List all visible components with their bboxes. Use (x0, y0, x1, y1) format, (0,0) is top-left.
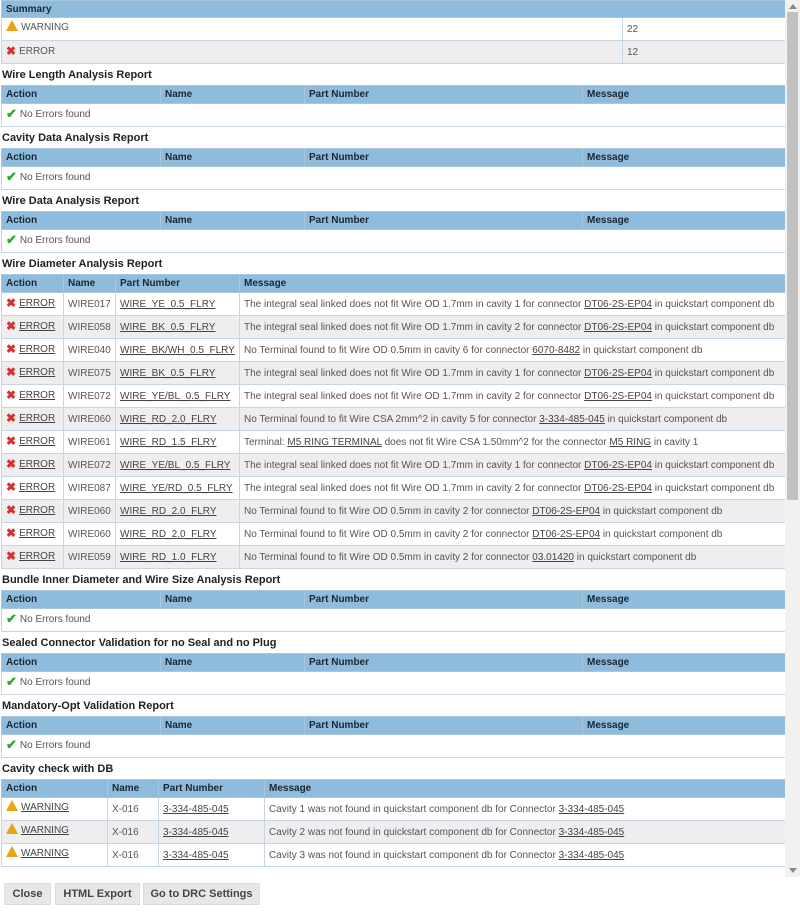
section-title-bundle: Bundle Inner Diameter and Wire Size Analysis Report (2, 574, 281, 586)
mandatory-table: Action Name Part Number Message ✔ No Errors found (1, 716, 785, 758)
col-action[interactable]: Action (2, 275, 64, 293)
message-text: in quickstart component db (580, 344, 703, 356)
wire-name: WIRE061 (68, 436, 111, 448)
connector-name: X-016 (112, 849, 139, 861)
message-text: in quickstart component db (651, 390, 775, 402)
col-name[interactable]: Name (161, 591, 305, 609)
message-text: Terminal: (244, 436, 288, 448)
error-link[interactable]: ERROR (19, 435, 56, 447)
connector-name: X-016 (112, 826, 139, 838)
error-icon: ✖ (6, 480, 17, 495)
connector-link[interactable]: 6070-8482 (532, 344, 581, 356)
error-link[interactable]: ERROR (19, 366, 56, 378)
summary-title: Summary (2, 1, 786, 18)
col-message[interactable]: Message (265, 780, 786, 798)
connector-link[interactable]: DT06-2S-EP04 (584, 482, 652, 494)
col-message[interactable]: Message (240, 275, 786, 293)
table-row (2, 408, 786, 431)
col-name[interactable]: Name (161, 717, 305, 735)
message-text: The integral seal linked does not fit Wire OD 1.7mm in cavity 1 for connector (244, 367, 585, 379)
message-text: in quickstart component db (651, 298, 775, 310)
section-title-sealed: Sealed Connector Validation for no Seal and no Plug (2, 637, 277, 649)
wire-name: WIRE060 (68, 413, 111, 425)
error-icon: ✖ (6, 342, 17, 357)
error-icon: ✖ (6, 503, 17, 518)
col-action[interactable]: Action (2, 86, 161, 104)
error-link[interactable]: ERROR (19, 481, 56, 493)
connector-link[interactable]: DT06-2S-EP04 (584, 321, 652, 333)
connector-link[interactable]: DT06-2S-EP04 (584, 367, 652, 379)
part-number-link[interactable]: WIRE_BK_0.5_FLRY (120, 321, 216, 333)
wire-name: WIRE040 (68, 344, 111, 356)
part-number-link[interactable]: WIRE_YE/RD_0.5_FLRY (120, 482, 233, 494)
part-number-link[interactable]: 3-334-485-045 (163, 826, 229, 838)
part-number-link[interactable]: WIRE_RD_2.0_FLRY (120, 413, 217, 425)
message-text: in quickstart component db (600, 528, 723, 540)
html-export-button[interactable]: HTML Export (55, 883, 140, 905)
col-part-number[interactable]: Part Number (305, 654, 583, 672)
message-text: in quickstart component db (651, 482, 775, 494)
table-row (2, 477, 786, 500)
table-row (2, 523, 786, 546)
col-name[interactable]: Name (161, 149, 305, 167)
col-action[interactable]: Action (2, 591, 161, 609)
col-action[interactable]: Action (2, 654, 161, 672)
error-icon: ✖ (6, 434, 17, 449)
col-name[interactable]: Name (64, 275, 116, 293)
warning-link[interactable]: WARNING (21, 825, 69, 836)
col-part-number[interactable]: Part Number (305, 86, 583, 104)
table-row (2, 385, 786, 408)
message-text: in quickstart component db (651, 321, 775, 333)
bundle-table: Action Name Part Number Message ✔ No Errors found (1, 590, 785, 632)
section-title-cavity-data: Cavity Data Analysis Report (2, 132, 149, 144)
col-part-number[interactable]: Part Number (116, 275, 240, 293)
connector-link[interactable]: DT06-2S-EP04 (584, 459, 652, 471)
message-text: The integral seal linked does not fit Wire OD 1.7mm in cavity 1 for connector (244, 459, 585, 471)
warning-icon (6, 823, 18, 834)
error-link[interactable]: ERROR (19, 550, 56, 562)
message-text: Cavity 1 was not found in quickstart component db for Connector (269, 803, 559, 815)
error-link[interactable]: ERROR (19, 343, 56, 355)
section-title-mandatory: Mandatory-Opt Validation Report (2, 700, 174, 712)
error-link[interactable]: ERROR (19, 320, 56, 332)
error-icon: ✖ (6, 388, 17, 403)
table-row (2, 293, 786, 316)
table-row (2, 546, 786, 569)
table-row (2, 431, 786, 454)
message-text: No Terminal found to fit Wire OD 0.5mm in cavity 6 for connector (244, 344, 533, 356)
error-link[interactable]: ERROR (19, 504, 56, 516)
part-number-link[interactable]: WIRE_YE_0.5_FLRY (120, 298, 216, 310)
section-title-cavity-db: Cavity check with DB (2, 763, 114, 775)
section-title-wire-data: Wire Data Analysis Report (2, 195, 140, 207)
message-text: Cavity 2 was not found in quickstart component db for Connector (269, 826, 559, 838)
message-text: The integral seal linked does not fit Wire OD 1.7mm in cavity 2 for connector (244, 390, 585, 402)
sealed-table: Action Name Part Number Message ✔ No Errors found (1, 653, 785, 695)
message-text: The integral seal linked does not fit Wire OD 1.7mm in cavity 1 for connector (244, 298, 585, 310)
scroll-down-arrow-icon[interactable] (789, 868, 797, 873)
connector-link[interactable]: DT06-2S-EP04 (532, 505, 601, 517)
connector-name: X-016 (112, 803, 139, 815)
col-message[interactable]: Message (583, 86, 786, 104)
drc-settings-button[interactable]: Go to DRC Settings (143, 883, 260, 905)
wire-name: WIRE060 (68, 528, 111, 540)
error-count: 12 (623, 41, 786, 64)
col-part-number[interactable]: Part Number (305, 717, 583, 735)
table-row (2, 821, 786, 844)
col-name[interactable]: Name (161, 654, 305, 672)
error-link[interactable]: ERROR (19, 412, 56, 424)
table-row (2, 500, 786, 523)
error-link[interactable]: ERROR (19, 527, 56, 539)
connector-link[interactable]: DT06-2S-EP04 (584, 390, 652, 402)
table-row (2, 316, 786, 339)
cavity-data-table: Action Name Part Number Message ✔ No Errors found (1, 148, 785, 190)
col-message[interactable]: Message (583, 717, 786, 735)
scrollbar-thumb[interactable] (787, 12, 798, 500)
message-text: No Terminal found to fit Wire OD 0.5mm in cavity 2 for connector (244, 528, 533, 540)
wire-name: WIRE060 (68, 505, 111, 517)
col-part-number[interactable]: Part Number (159, 780, 265, 798)
error-icon: ✖ (6, 457, 17, 472)
table-row (2, 454, 786, 477)
col-part-number[interactable]: Part Number (305, 591, 583, 609)
section-title-wire-length: Wire Length Analysis Report (2, 69, 152, 81)
footer-bar (0, 877, 800, 912)
message-text: in quickstart component db (604, 413, 728, 425)
warning-link[interactable]: WARNING (21, 802, 69, 813)
part-number-link[interactable]: WIRE_RD_1.0_FLRY (120, 551, 217, 563)
part-number-link[interactable]: WIRE_RD_1.5_FLRY (120, 436, 217, 448)
connector-link[interactable]: M5 RING (609, 436, 652, 448)
error-link[interactable]: ERROR (19, 297, 56, 309)
error-icon: ✖ (6, 526, 17, 541)
table-row (2, 844, 786, 867)
error-icon: ✖ (6, 411, 17, 426)
message-text: in cavity 1 (651, 436, 699, 448)
summary-row-warning: WARNING 22 (2, 18, 786, 41)
wire-name: WIRE017 (68, 298, 111, 310)
wire-name: WIRE059 (68, 551, 111, 563)
warning-icon (6, 800, 18, 811)
wire-name: WIRE072 (68, 459, 111, 471)
message-text: does not fit Wire CSA 1.50mm^2 for the connector (381, 436, 610, 448)
col-action[interactable]: Action (2, 149, 161, 167)
message-text: Cavity 3 was not found in quickstart component db for Connector (269, 849, 559, 861)
part-number-link[interactable]: WIRE_YE/BL_0.5_FLRY (120, 459, 231, 471)
wire-name: WIRE072 (68, 390, 111, 402)
vertical-scrollbar[interactable] (785, 0, 800, 877)
checkmark-icon: ✔ (6, 674, 17, 690)
part-number-link[interactable]: WIRE_RD_2.0_FLRY (120, 505, 217, 517)
col-name[interactable]: Name (161, 212, 305, 230)
warning-icon (6, 20, 18, 31)
checkmark-icon: ✔ (6, 232, 17, 248)
summary-row-error: ✖ ERROR 12 (2, 41, 786, 64)
wire-length-table: Action Name Part Number Message ✔ No Errors found (1, 85, 785, 127)
error-link[interactable]: ERROR (19, 389, 56, 401)
part-number-link[interactable]: WIRE_YE/BL_0.5_FLRY (120, 390, 231, 402)
col-part-number[interactable]: Part Number (305, 212, 583, 230)
message-text: No Terminal found to fit Wire OD 0.5mm in cavity 2 for connector (244, 505, 533, 517)
error-link[interactable]: ERROR (19, 458, 56, 470)
error-icon: ✖ (6, 549, 17, 564)
close-button[interactable]: Close (4, 883, 51, 905)
part-number-link[interactable]: 3-334-485-045 (163, 849, 229, 861)
part-number-link[interactable]: WIRE_BK_0.5_FLRY (120, 367, 216, 379)
col-part-number[interactable]: Part Number (305, 149, 583, 167)
connector-link[interactable]: 3-334-485-045 (539, 413, 605, 425)
message-text: in quickstart component db (600, 505, 723, 517)
checkmark-icon: ✔ (6, 106, 17, 122)
error-icon: ✖ (6, 365, 17, 380)
wire-diameter-table (1, 274, 785, 569)
error-icon: ✖ (6, 296, 17, 311)
wire-name: WIRE058 (68, 321, 111, 333)
connector-link[interactable]: 3-334-485-045 (558, 826, 625, 838)
connector-link[interactable]: DT06-2S-EP04 (584, 298, 652, 310)
connector-link[interactable]: 03.01420 (532, 551, 574, 563)
checkmark-icon: ✔ (6, 737, 17, 753)
checkmark-icon: ✔ (6, 169, 17, 185)
col-message[interactable]: Message (583, 591, 786, 609)
part-number-link[interactable]: WIRE_RD_2.0_FLRY (120, 528, 217, 540)
message-text: in quickstart component db (651, 459, 775, 471)
scroll-up-arrow-icon[interactable] (789, 4, 797, 9)
part-number-link[interactable]: WIRE_BK/WH_0.5_FLRY (120, 344, 235, 356)
message-text: No Terminal found to fit Wire OD 0.5mm in cavity 2 for connector (244, 551, 533, 563)
connector-link[interactable]: DT06-2S-EP04 (532, 528, 601, 540)
wire-name: WIRE075 (68, 367, 111, 379)
warning-icon (6, 846, 18, 857)
message-text: The integral seal linked does not fit Wire OD 1.7mm in cavity 2 for connector (244, 321, 585, 333)
message-text: No Terminal found to fit Wire CSA 2mm^2 in cavity 5 for connector (244, 413, 540, 425)
wire-data-table: Action Name Part Number Message ✔ No Errors found (1, 211, 785, 253)
message-text: in quickstart component db (573, 551, 697, 563)
warning-count: 22 (623, 18, 786, 41)
error-icon: ✖ (6, 319, 17, 334)
table-row (2, 339, 786, 362)
table-row (2, 798, 786, 821)
wire-name: WIRE087 (68, 482, 111, 494)
connector-link[interactable]: 3-334-485-045 (558, 803, 625, 815)
col-name[interactable]: Name (108, 780, 159, 798)
col-message[interactable]: Message (583, 212, 786, 230)
checkmark-icon: ✔ (6, 611, 17, 627)
connector-link[interactable]: M5 RING TERMINAL (287, 436, 382, 448)
col-action[interactable]: Action (2, 717, 161, 735)
table-row (2, 362, 786, 385)
warning-link[interactable]: WARNING (21, 848, 69, 859)
cavity-db-table (1, 779, 785, 867)
col-action[interactable]: Action (2, 212, 161, 230)
section-title-wire-diameter: Wire Diameter Analysis Report (2, 258, 163, 270)
col-name[interactable]: Name (161, 86, 305, 104)
summary-table (1, 0, 785, 64)
col-message[interactable]: Message (583, 149, 786, 167)
message-text: in quickstart component db (651, 367, 775, 379)
connector-link[interactable]: 3-334-485-045 (558, 849, 625, 861)
error-icon: ✖ (6, 44, 17, 59)
part-number-link[interactable]: 3-334-485-045 (163, 803, 229, 815)
col-message[interactable]: Message (583, 654, 786, 672)
col-action[interactable]: Action (2, 780, 108, 798)
message-text: The integral seal linked does not fit Wire OD 1.7mm in cavity 2 for connector (244, 482, 585, 494)
